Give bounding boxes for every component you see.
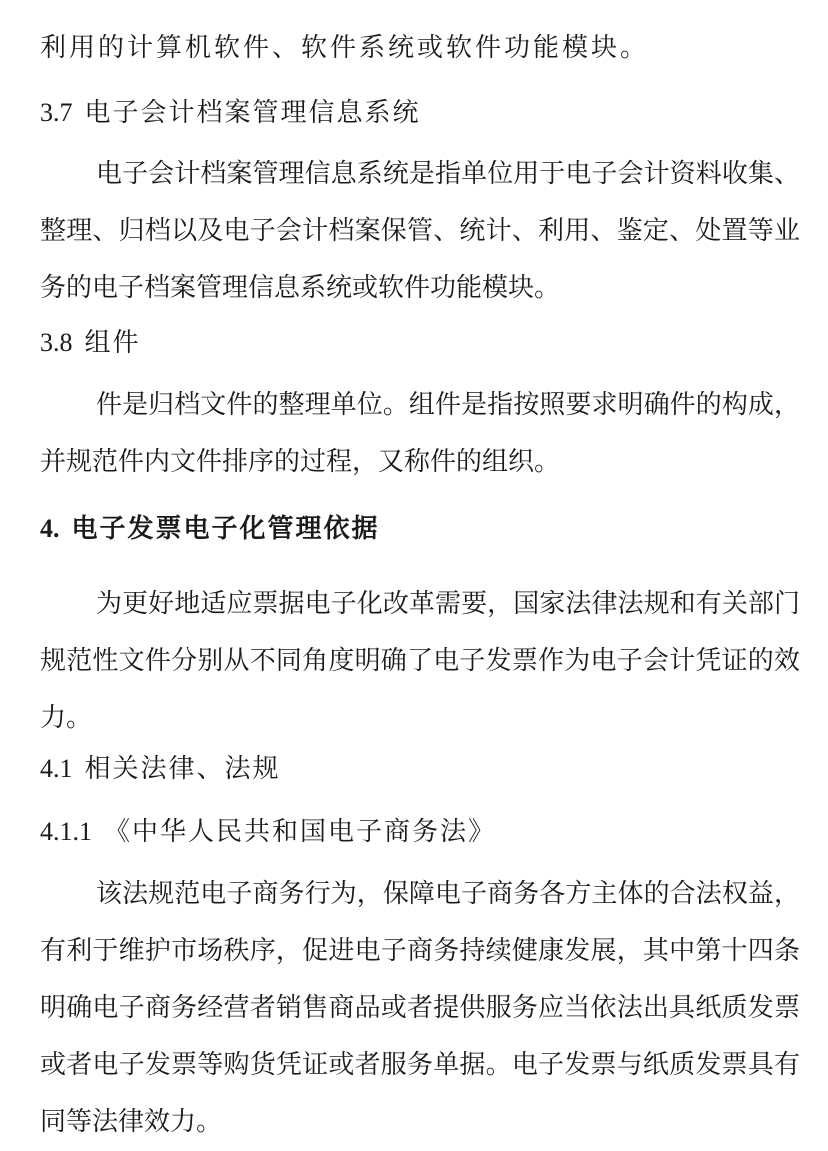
section-4-heading bbox=[40, 512, 800, 546]
section-4-1-1-heading bbox=[40, 815, 800, 849]
section-title: 《中华人民共和国电子商务法》 bbox=[104, 817, 497, 847]
section-3-7-body: 电子会计档案管理信息系统是指单位用于电子会计资料收集、整理、归档以及电子会计档案保管、统计、利用、鉴定、处置等业务的电子档案管理信息系统或软件功能模块。 bbox=[40, 159, 800, 303]
continuation-text: 利用的计算机软件、软件系统或软件功能模块。 bbox=[40, 33, 650, 63]
section-title: 相关法律、法规 bbox=[84, 754, 281, 784]
section-3-7-heading bbox=[40, 96, 800, 130]
section-3-8-heading bbox=[40, 326, 800, 360]
section-number: 4.1.1 bbox=[40, 817, 92, 846]
section-title: 电子发票电子化管理依据 bbox=[71, 514, 380, 544]
section-number: 3.8 bbox=[40, 328, 73, 357]
section-4-1-heading bbox=[40, 752, 800, 786]
section-title: 电子会计档案管理信息系统 bbox=[84, 98, 421, 128]
section-number: 4.1 bbox=[40, 754, 73, 783]
section-number: 3.7 bbox=[40, 98, 73, 127]
section-4-1-1-body: 该法规范电子商务行为，保障电子商务各方主体的合法权益，有利于维护市场秩序，促进电子商务持续健康发展，其中第十四条明确电子商务经营者销售商品或者提供服务应当依法出具纸质发票或者电子发票等购货凭证或者服务单据。电子发票与纸质发票具有同等法律效力。 bbox=[40, 879, 800, 1137]
section-title: 组件 bbox=[84, 328, 141, 358]
section-number: 4. bbox=[40, 514, 60, 543]
section-3-8-body: 件是归档文件的整理单位。组件是指按照要求明确件的构成，并规范件内文件排序的过程，又称件的组织。 bbox=[40, 390, 800, 477]
section-4-body: 为更好地适应票据电子化改革需要，国家法律法规和有关部门规范性文件分别从不同角度明确了电子发票作为电子会计凭证的效力。 bbox=[40, 589, 800, 733]
